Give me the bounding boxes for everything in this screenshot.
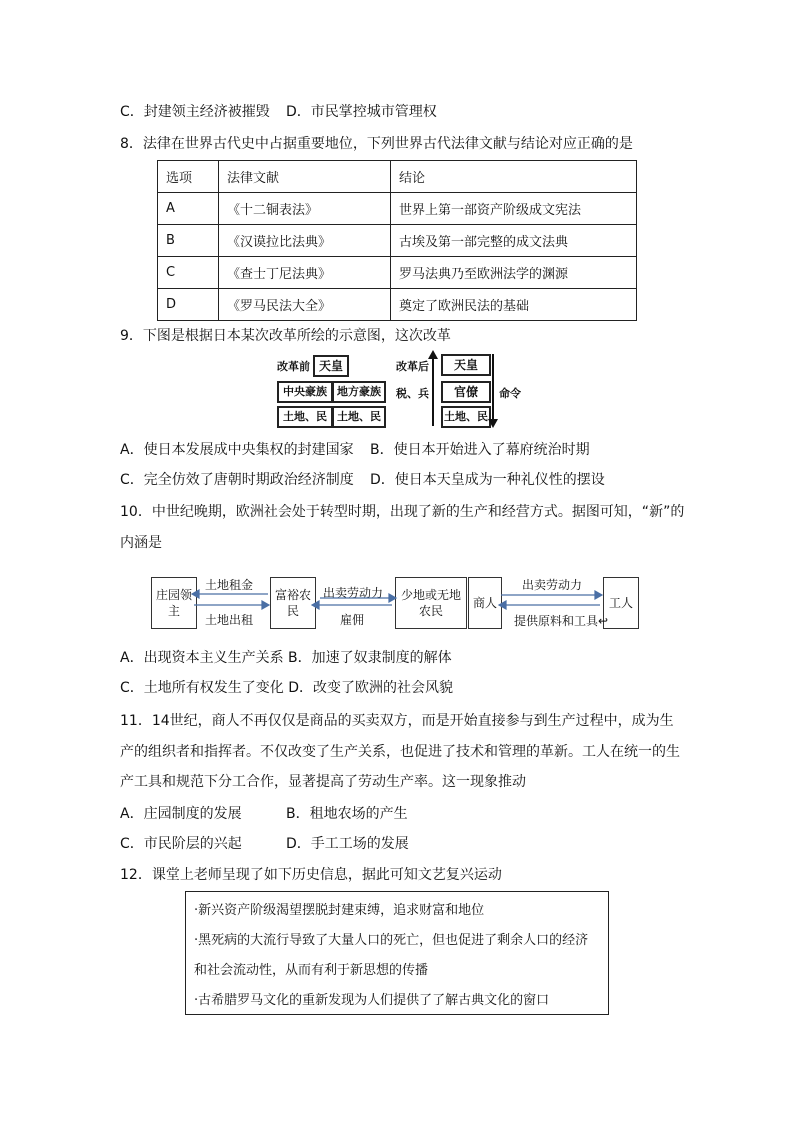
diagram-box-poor-farmer: 少地或无地农民 xyxy=(395,577,467,629)
diagram-box-emperor: 天皇 xyxy=(313,355,349,377)
table-cell: 奠定了欧洲民法的基础 xyxy=(391,289,637,321)
arrow-head xyxy=(499,601,506,609)
table-cell: 《汉谟拉比法典》 xyxy=(219,225,391,257)
up-arrow-head xyxy=(428,350,438,359)
table-cell: 世界上第一部资产阶级成文宪法 xyxy=(391,193,637,225)
diagram-label-before: 改革前 xyxy=(277,360,310,373)
q7-option-c: C．封建领主经济被摧毁 xyxy=(120,104,270,120)
table-header-row xyxy=(158,161,637,193)
q7-options-cd xyxy=(120,101,437,123)
q9-option-b: B．使日本开始进入了幕府统治时期 xyxy=(370,442,590,458)
table-cell: B xyxy=(158,225,219,257)
table-row xyxy=(158,257,637,289)
diagram-flow-arrows xyxy=(190,585,610,625)
arrow-head xyxy=(262,601,269,609)
diagram-label-land-rent: 土地租金 xyxy=(205,578,254,592)
diagram-box-local-clan: 地方豪族 xyxy=(332,381,386,403)
q12-info-item: ·新兴资产阶级渴望摆脱封建束缚，追求财富和地位 xyxy=(194,903,485,918)
diagram-label-sell-labor: 出卖劳动力 xyxy=(323,586,384,600)
q10-options-ab: A．出现资本主义生产关系 B．加速了奴隶制度的解体 xyxy=(120,650,452,666)
q10-stem-line-2: 内涵是 xyxy=(120,535,162,551)
diagram-box-manor-lord: 庄园领主 xyxy=(151,577,197,629)
q9-options-ab xyxy=(120,439,590,461)
q8-stem: 8．法律在世界古代史中占据重要地位，下列世界古代法律文献与结论对应正确的是 xyxy=(120,136,633,152)
diagram-box-after-emperor: 天皇 xyxy=(441,354,491,376)
q11-option-b: B．租地农场的产生 xyxy=(286,806,408,822)
diagram-box-after-land-people: 土地、民 xyxy=(441,406,491,428)
q10-options-cd: C．土地所有权发生了变化 D．改变了欧洲的社会风貌 xyxy=(120,680,454,696)
q9-option-c: C．完全仿效了唐朝时期政治经济制度 xyxy=(120,472,354,488)
table-row xyxy=(158,193,637,225)
arrow-head xyxy=(595,591,602,599)
q9-stem: 9．下图是根据日本某次改革所绘的示意图，这次改革 xyxy=(120,328,451,344)
diagram-label-sell-labor-2: 出卖劳动力 xyxy=(522,578,583,592)
q10-stem-line-1: 10．中世纪晚期，欧洲社会处于转型时期，出现了新的生产和经营方式。据图可知，“新”的 xyxy=(120,504,685,520)
diagram-arrows xyxy=(425,350,500,430)
q12-stem: 12．课堂上老师呈现了如下历史信息，据此可知文艺复兴运动 xyxy=(120,867,502,883)
table-row xyxy=(158,225,637,257)
diagram-label-hire: 雇佣 xyxy=(340,613,365,627)
diagram-box-officials: 官僚 xyxy=(441,381,491,403)
q11-stem-line-2: 产的组织者和指挥者。不仅改变了生产关系，也促进了技术和管理的革新。工人在统一的生 xyxy=(120,744,680,760)
diagram-box-worker: 工人 xyxy=(603,577,639,629)
table-cell: A xyxy=(158,193,219,225)
q12-info-box xyxy=(185,891,609,1015)
q12-info-item: 和社会流动性，从而有利于新思想的传播 xyxy=(194,963,429,978)
q11-options-cd xyxy=(120,833,409,855)
diagram-label-after: 改革后 xyxy=(396,360,429,373)
table-header-cell: 结论 xyxy=(391,161,637,193)
table-cell: 《十二铜表法》 xyxy=(219,193,391,225)
q11-option-a: A．庄园制度的发展 xyxy=(120,806,242,822)
diagram-label-land-lease: 土地出租 xyxy=(205,613,254,627)
arrow-head xyxy=(389,594,396,602)
q11-stem-line-1: 11．14世纪，商人不再仅仅是商品的买卖双方，而是开始直接参与到生产过程中，成为生 xyxy=(120,713,674,729)
table-cell: 罗马法典乃至欧洲法学的渊源 xyxy=(391,257,637,289)
q8-law-table xyxy=(157,160,637,321)
q9-options-cd xyxy=(120,469,605,491)
q11-stem-line-3: 产工具和规范下分工合作，显著提高了劳动生产率。这一现象推动 xyxy=(120,774,526,790)
diagram-box-land-people: 土地、民 xyxy=(277,406,333,428)
diagram-box-merchant: 商人 xyxy=(468,577,502,629)
table-row xyxy=(158,289,637,321)
table-cell: 《查士丁尼法典》 xyxy=(219,257,391,289)
diagram-label-provide-tools: 提供原料和工具↩ xyxy=(514,614,609,628)
q12-info-item: ·古希腊罗马文化的重新发现为人们提供了了解古典文化的窗口 xyxy=(194,993,550,1008)
diagram-label-order: 命令 xyxy=(499,387,521,400)
q12-info-item: ·黑死病的大流行导致了大量人口的死亡，但也促进了剩余人口的经济 xyxy=(194,933,589,948)
table-cell: 《罗马民法大全》 xyxy=(219,289,391,321)
q11-options-ab xyxy=(120,803,408,825)
table-cell: C xyxy=(158,257,219,289)
q7-option-d: D．市民掌控城市管理权 xyxy=(286,104,437,120)
q11-option-c: C．市民阶层的兴起 xyxy=(120,836,242,852)
diagram-label-tax-soldier: 税、兵 xyxy=(396,387,429,400)
q9-option-d: D．使日本天皇成为一种礼仪性的摆设 xyxy=(370,472,605,488)
q11-option-d: D．手工工场的发展 xyxy=(286,836,409,852)
down-arrow-head xyxy=(488,419,498,428)
q9-option-a: A．使日本发展成中央集权的封建国家 xyxy=(120,442,354,458)
table-cell: 古埃及第一部完整的成文法典 xyxy=(391,225,637,257)
arrow-head xyxy=(312,601,319,609)
table-cell: D xyxy=(158,289,219,321)
table-header-cell: 选项 xyxy=(158,161,219,193)
table-header-cell: 法律文献 xyxy=(219,161,391,193)
diagram-box-central-clan: 中央豪族 xyxy=(277,381,333,403)
arrow-head xyxy=(192,590,199,598)
diagram-box-rich-farmer: 富裕农民 xyxy=(270,577,316,629)
diagram-box-land-people: 土地、民 xyxy=(332,406,386,428)
